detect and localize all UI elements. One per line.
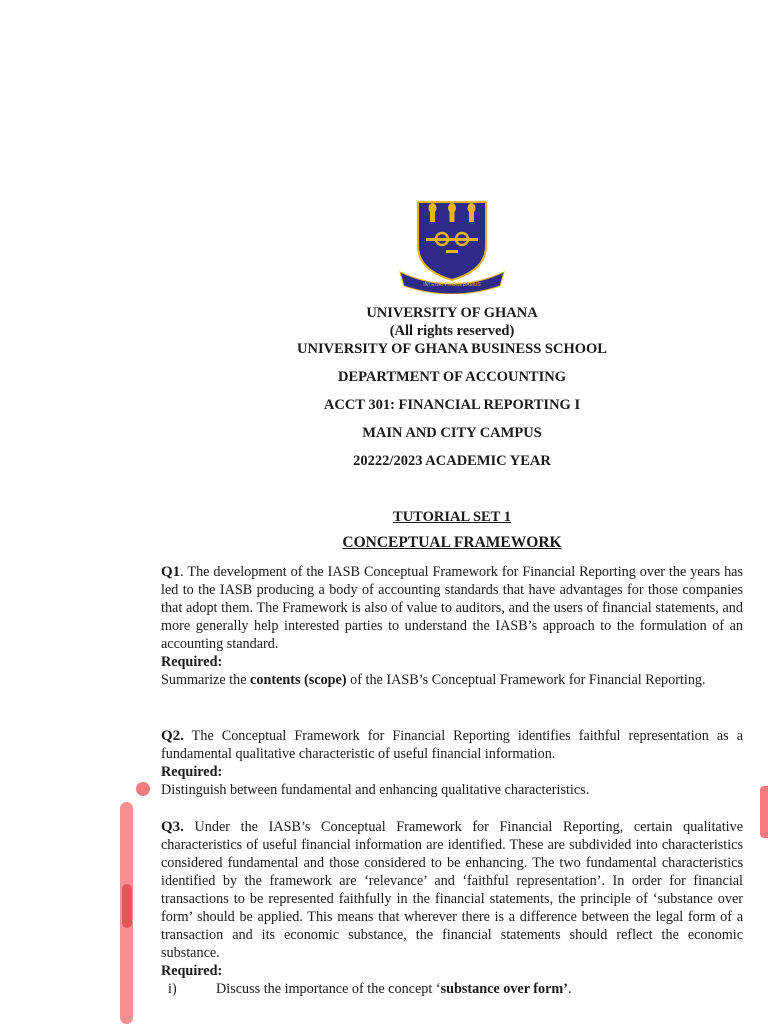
question-1-text: . The development of the IASB Conceptual Framework for Financial Reporting over the years has led to the IASB producing a body of accounting standards that have advantages for those companies that adopt them. The Framework is also of value to auditors, and the users of financial statements, and more generally help interested parties to understand the IASB’s approach to the formulation of an accounting standard. (161, 564, 743, 652)
question-1-required: Required: (161, 654, 223, 670)
question-1-task-start: Summarize the (161, 672, 251, 688)
question-3 (161, 818, 743, 980)
question-3-text: Under the IASB’s Conceptual Framework for Financial Reporting, certain qualitative characteristics of useful financial information are identified. These are subdivided into characteristics considered fundamental and those considered to be enhancing. The two fundamental characteristics identified by the framework are ‘relevance’ and ‘faithful representation’. In order for financial transactions to be represented faithfully in the financial statements, the principle of ‘substance over form’ should be applied. This means that wherever there is a difference between the legal form of a transaction and its economic substance, the financial statements should reflect the economic substance. (161, 819, 743, 961)
question-2-required: Required: (161, 764, 223, 780)
question-3-label: Q3. (161, 819, 184, 835)
rights-notice: (All rights reserved) (389, 323, 515, 339)
question-3-item-start: Discuss the importance of the concept ‘ (216, 981, 441, 997)
question-2-task: Distinguish between fundamental and enhancing qualitative characteristics. (161, 782, 590, 798)
question-3-required: Required: (161, 963, 223, 979)
university-crest-logo (396, 198, 508, 294)
question-3-item-bold: substance over form’ (440, 981, 568, 997)
course-title: ACCT 301: FINANCIAL REPORTING I (323, 397, 581, 413)
highlight-bar-dark (122, 884, 132, 928)
highlight-edge-mark (760, 786, 768, 838)
question-3-item-1 (168, 980, 572, 998)
question-2 (161, 727, 743, 799)
academic-year: 20222/2023 ACADEMIC YEAR (353, 453, 551, 469)
question-1 (161, 563, 743, 689)
tutorial-title: TUTORIAL SET 1 (393, 509, 511, 525)
question-3-item-end: . (567, 981, 572, 997)
question-1-task-bold: contents (scope) (250, 672, 347, 688)
question-1-label: Q1 (161, 564, 181, 580)
question-2-text: The Conceptual Framework for Financial Reporting identifies faithful representation as a fundamental qualitative characteristic of useful financial information. (161, 728, 743, 762)
department-name: DEPARTMENT OF ACCOUNTING (337, 369, 566, 385)
question-1-task-end: of the IASB’s Conceptual Framework for Financial Reporting. (346, 672, 706, 688)
question-3-item-number: i) (168, 981, 177, 997)
highlight-dot (136, 782, 150, 796)
question-2-label: Q2. (161, 728, 184, 744)
topic-title: CONCEPTUAL FRAMEWORK (342, 534, 562, 551)
university-name: UNIVERSITY OF GHANA (366, 305, 538, 321)
crest-motto: INTEGRI PROCEDAMUS (423, 282, 481, 288)
school-name: UNIVERSITY OF GHANA BUSINESS SCHOOL (297, 341, 607, 357)
campus-label: MAIN AND CITY CAMPUS (362, 425, 542, 441)
